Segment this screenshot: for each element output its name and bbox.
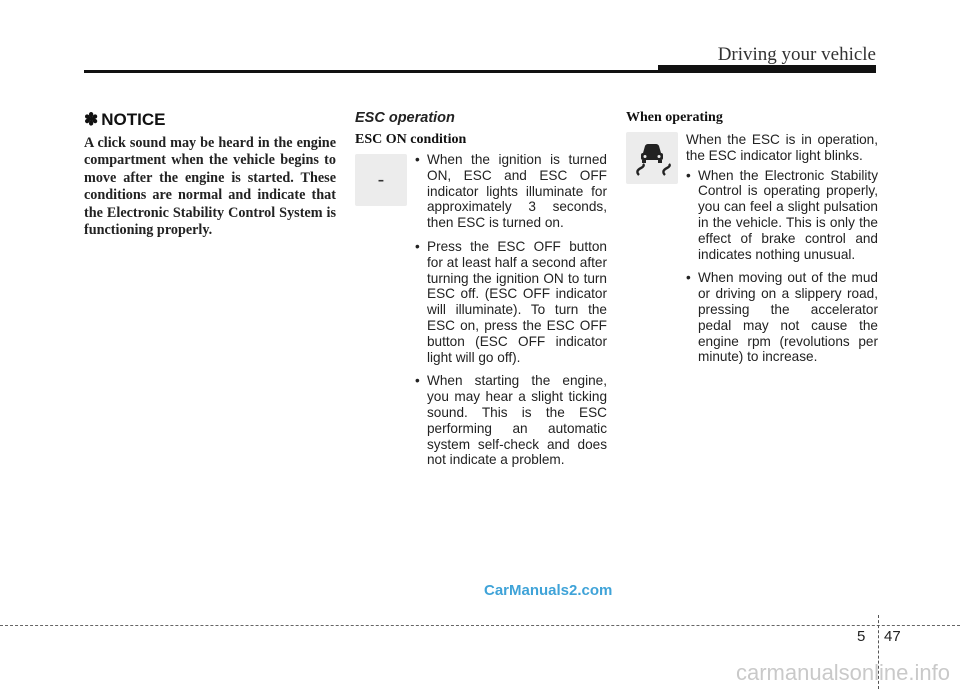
esc-on-condition-title: ESC ON condition [355,132,467,147]
when-operating-bullets [686,168,878,366]
list-item: • Press the ESC OFF button for at least half a second after turning the ignition ON to turn ESC off. (ESC OFF indicator will illuminate). To turn the ESC on, press the ESC OFF button (ESC OFF indicator light will go off). [415,239,607,365]
watermark-link[interactable]: CarManuals2.com [484,582,613,599]
when-operating-column [626,110,878,373]
notice-symbol: ✽ [84,110,99,129]
esc-operation-column [355,110,607,476]
section-title: Driving your vehicle [717,44,876,65]
esc-operation-title: ESC operation [355,110,455,126]
skidding-car-icon [631,137,673,179]
notice-column [84,110,336,239]
notice-title: NOTICE [101,110,166,129]
chapter-number: 5 [857,628,866,645]
when-operating-intro: When the ESC is in operation, the ESC indicator light blinks. [686,132,878,163]
header-rule [84,70,658,73]
notice-body: A click sound may be heard in the engine compartment when the vehicle begins to move after the engine is started. These conditions are normal and indicate that the Electronic Stability Control System is functioning properly. [84,135,336,239]
list-item: • When moving out of the mud or driving on a slippery road, pressing the accelerator pedal may not cause the engine rpm (revolutions per minute) to increase. [686,270,878,365]
esc-off-indicator-icon: - [355,154,407,206]
notice-heading [84,110,336,130]
header-rule-thick [658,65,876,73]
list-item: • When starting the engine, you may hear a slight ticking sound. This is the ESC performing an automatic system self-check and does not indicate a problem. [415,373,607,468]
esc-on-bullets [415,152,607,468]
footer-rule [0,625,960,626]
site-watermark: carmanualsonline.info [735,660,950,685]
page-number: 47 [884,628,901,645]
list-item: • When the ignition is turned ON, ESC and ESC OFF indicator lights illuminate for approximately 3 seconds, then ESC is turned on. [415,152,607,231]
when-operating-title: When operating [626,110,723,125]
list-item: • When the Electronic Stability Control is operating properly, you can feel a slight pulsation in the vehicle. This is only the effect of brake control and indicates nothing unusual. [686,168,878,263]
esc-indicator-icon [626,132,678,184]
